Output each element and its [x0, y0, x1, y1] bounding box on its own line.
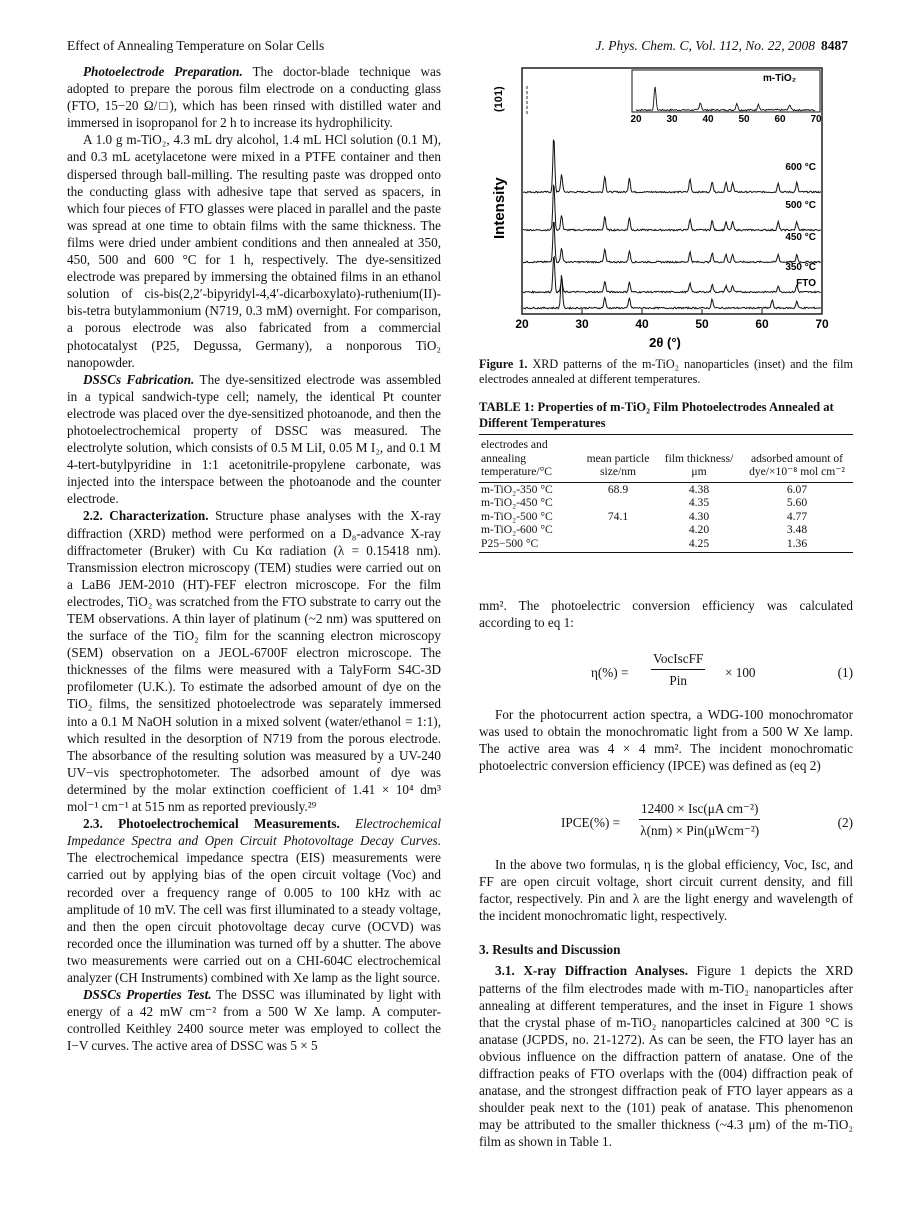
table-1 [479, 434, 853, 553]
table-row [479, 537, 853, 553]
eq2-denominator: λ(nm) × Pin(μWcm⁻²) [640, 823, 760, 839]
table-cell: m-TiO₂-450 °C [481, 496, 553, 509]
y-axis-label: Intensity [491, 177, 508, 239]
inset-tick-labels [630, 114, 822, 125]
eq2-lhs: IPCE(%) = [561, 815, 621, 830]
left-column [67, 63, 441, 1054]
table-cell [579, 523, 657, 537]
eq2-fraction [639, 800, 760, 839]
inset-tick-label: 20 [630, 114, 642, 125]
eq1-number: (1) [837, 665, 853, 680]
table-cell: 5.60 [786, 496, 808, 509]
text-eis: The electrochemical impedance spectra (EIS) measurements were carried out by applying bias of the open circuit voltage (Voc) and recorded over a frequency range of 0.005 to 100 kHz with ac amplitude of 10 mV. The cell was first illuminated to a steady voltage, and then the open circuit photovoltage decay curve (OCVD) was recorded once the illumination was turned off by a shutter. The above two measurements were carried out on a CHI-604C electrochemical analyzer (CH Instruments) combined with Xe lamp as the light source. [67, 850, 441, 985]
paragraph-characterization [67, 507, 441, 815]
equation-1 [479, 650, 853, 696]
equation-2 [479, 800, 853, 846]
paragraph-properties-test [67, 986, 441, 1054]
x-axis-label: 2θ (°) [649, 335, 681, 350]
runin-xrd: 3.1. X-ray Diffraction Analyses. [495, 963, 688, 979]
text-dssc-fabrication: The dye-sensitized electrode was assembled in a typical sandwich-type cell; namely, the identical Pt counter electrode was placed over the dye-sensitized photoanode, and then the photoelectrochemical property of DSSC was measured. The electrolyte solution, which consists of 0.5 M LiI, 0.05 M I₂, and 0.1 M 4-tert-butylpyridine in 1:1 acetonitrile-propylene carbonate, was injected into the interspace between the photoanode and the counter electrode. [67, 371, 441, 507]
right-column-cont [479, 597, 853, 631]
x-tick-label: 70 [815, 317, 829, 331]
table-cell [579, 496, 657, 510]
page-number: 8487 [821, 38, 848, 53]
table-header-electrodes: electrodes and annealing temperature/°C [479, 435, 579, 483]
xrd-traces [523, 140, 821, 308]
trace-label: 450 °C [785, 232, 816, 243]
inset-tick-label: 30 [666, 114, 678, 125]
table-cell: m-TiO₂-600 °C [481, 523, 553, 536]
table-cell: 68.9 [607, 482, 629, 496]
paragraph-xrd [479, 962, 853, 1150]
paragraph-ipce: For the photocurrent action spectra, a WDG-100 monochromator was used to obtain the monochromatic light from a 500 W Xe lamp. The active area was 4 × 4 mm². The incident monochromatic photoelectric conversion efficiency (IPCE) was defined as (eq 2) [479, 707, 853, 774]
paragraph-paste: A 1.0 g m-TiO₂, 4.3 mL dry alcohol, 1.4 mL HCl solution (0.1 M), and 0.3 mL acetylacetone were mixed in a PTFE container and then dispersed through ball-milling. The resulting paste was dropped onto the conducting glass with adhesive tape that served as spacers, in which four pieces of FTO glasses were placed in parallel and the paste was spread at one time to obtain films with the same thickness. The films were dried under ambient conditions and then annealed at 350, 450, 500 and 600 °C for 1 h, respectively. The dye-sensitized electrode was prepared by immersing the obtained films in an ethanol solution of cis-bis(2,2′-bipyridyl-4,4′-dicarboxylato)-ruthenium(II)-bis-tetra butylammonium (N719, 0.3 mM) overnight. For comparison, a porous electrode was also fabricated from a commercial photocatalyst (P25, Degussa, Germany), a nonporous TiO₂ nanopowder. [67, 132, 441, 370]
table-cell: 4.38 [688, 482, 710, 496]
runin-dssc-fabrication: DSSCs Fabrication. [83, 371, 195, 387]
table-cell: 4.20 [688, 523, 710, 536]
section-heading-results: 3. Results and Discussion [479, 942, 621, 958]
table-header-film-thickness: film thickness/ μm [657, 435, 741, 483]
plot-frame [522, 68, 822, 314]
trace-label: 500 °C [785, 200, 816, 211]
table-cell: 74.1 [607, 509, 629, 523]
x-tick-label: 50 [695, 317, 709, 331]
inset-tick-label: 70 [810, 114, 822, 125]
inset-label: m-TiO₂ [763, 73, 797, 84]
table-cell [579, 537, 657, 553]
eq1-rhs: × 100 [725, 665, 756, 680]
x-tick-label: 60 [755, 317, 769, 331]
running-header-journal [596, 37, 849, 54]
table-cell: 3.48 [786, 523, 808, 536]
running-header-title: Effect of Annealing Temperature on Solar Cells [67, 38, 325, 53]
table-row [479, 523, 853, 537]
table-cell: m-TiO₂-350 °C [481, 482, 553, 496]
table-header-adsorbed-dye: adsorbed amount of dye/×10⁻⁸ mol cm⁻² [741, 435, 853, 483]
journal-citation: J. Phys. Chem. C, Vol. 112, No. 22, 2008 [595, 38, 815, 53]
table-cell: 4.77 [786, 509, 808, 523]
eq1-fraction [651, 650, 705, 689]
eq2-numerator: 12400 × Isc(μA cm⁻²) [639, 800, 760, 820]
paragraph-photoelectrode [67, 63, 441, 131]
table-title: TABLE 1: Properties of m-TiO₂ Film Photoelectrodes Annealed at Different Temperatures [479, 400, 834, 430]
inset-tick-label: 50 [738, 114, 750, 125]
paragraph-dssc-fabrication [67, 371, 441, 508]
table-row [479, 482, 853, 496]
runin-characterization: 2.2. Characterization. [83, 508, 209, 524]
figure-caption-text: XRD patterns of the m-TiO₂ nanoparticles (inset) and the film electrodes annealed at different temperatures. [479, 357, 853, 386]
peak-101-label: (101) [493, 86, 505, 112]
table-header-particle-size: mean particle size/nm [579, 435, 657, 483]
paragraph-mm2-cont: mm². The photoelectric conversion efficiency was calculated according to eq 1: [479, 598, 853, 631]
xrd-trace [523, 140, 821, 193]
eq1-lhs: η(%) = [591, 665, 629, 680]
trace-label: 600 °C [785, 162, 816, 173]
trace-labels [785, 162, 816, 289]
trace-label: 350 °C [785, 262, 816, 273]
table-cell: P25−500 °C [479, 537, 579, 553]
right-column-ipce [479, 706, 853, 774]
table-cell: 6.07 [786, 482, 808, 496]
x-tick-label: 40 [635, 317, 649, 331]
text-photoelectrode: The doctor-blade technique was adopted to prepare the porous film electrode on a conducting glass (FTO, 15−20 Ω/□), which has been rinsed with distilled water and immersed in isopropanol for 2 h to increase its hydrophilicity. [67, 64, 441, 131]
runin-photoelectrode: Photoelectrode Preparation. [83, 64, 243, 79]
eq1-denominator: Pin [669, 673, 687, 689]
figure-1-xrd [490, 64, 840, 354]
inset-trace [636, 87, 815, 111]
runin-properties-test: DSSCs Properties Test. [83, 987, 212, 1003]
x-tick-label: 20 [515, 317, 529, 331]
table-cell: 4.30 [688, 509, 710, 523]
trace-label: FTO [796, 278, 816, 289]
x-tick-label: 30 [575, 317, 589, 331]
table-cell: m-TiO₂-500 °C [481, 509, 553, 523]
text-properties-test: The DSSC was illuminated by light with energy of a 42 mW cm⁻² from a 500 W Xe lamp. A computer-controlled Keithley 2400 source meter was employed to collect the I−V curves. The active area of DSSC was 5 × 5 [67, 987, 441, 1054]
inset-tick-label: 60 [774, 114, 786, 125]
subhead-eis: Electrochemical Impedance Spectra and Open Circuit Photovoltage Decay Curves. [67, 816, 442, 849]
table-row [479, 496, 853, 510]
figure-caption [479, 357, 853, 387]
text-characterization: Structure phase analyses with the X-ray diffraction (XRD) method were performed on a D₈-advance X-ray diffractometer (Bruker) with Cu Kα radiation (λ = 0.15418 nm). Transmission electron microscopy (TEM) studies were carried out on a LaB6 JEM-2010 (HT)-FEF electron microscope. For the film electrodes, TiO₂ was scratched from the FTO substrate to carry out the TEM observations. A thin layer of platinum (~2 nm) was sputtered on the surface of the TiO₂ film for the scanning electron microscopy (SEM) observation on a JEOL-6700F electron microscope. The thicknesses of the films were measured with a TalyForm S4C-3D profilometer (U.K.). To estimate the adsorbed amount of dye on the TiO₂ films, the sensitized photoelectrode was separately immersed into a 0.1 M NaOH solution in a mixed solvent (water/ethanol = 1:1), which resulted in the desorption of N719 from the porous electrode. The absorbance of the resulting solution was measured by a UV-240 UV−vis spectrophotometer. The adsorbed amount of dye was determined by the molar extinction coefficient of 1.41 × 10⁴ dm³ mol⁻¹ cm⁻¹ at 515 nm as reported previously.²⁹ [67, 508, 441, 815]
eq1-numerator: VocIscFF [651, 650, 705, 670]
table-cell: 4.35 [688, 496, 710, 509]
runin-photoelectrochemical: 2.3. Photoelectrochemical Measurements. [83, 816, 340, 832]
right-column-results [479, 856, 853, 1151]
paragraph-photoelectrochemical [67, 815, 441, 986]
figure-caption-label: Figure 1. [479, 357, 528, 371]
table-cell: 1.36 [741, 537, 853, 553]
x-tick-labels [515, 309, 829, 331]
eq2-number: (2) [837, 815, 853, 830]
table-cell: 4.25 [657, 537, 741, 553]
inset-tick-label: 40 [702, 114, 714, 125]
table-row [479, 510, 853, 524]
text-xrd: Figure 1 depicts the XRD patterns of the film electrodes made with m-TiO₂ nanoparticles after annealing at different temperatures, and the inset in Figure 1 shows that the crystal phase of m-TiO₂ nanoparticles calcined at 300 °C is anatase (JCPDS, no. 21-1272). As can be seen, the FTO layer has an obvious influence on the diffraction pattern of anatase. One of the diffraction peaks of FTO overlaps with the (004) diffraction peak of anatase, and the strongest diffraction peak of FTO layer appears as a shoulder peak next to the (101) peak of anatase. This phenomenon may be attributed to the smaller thickness (~4.3 μm) of the m-TiO₂ film as shown in Table 1. [479, 963, 854, 1150]
xrd-chart [490, 64, 840, 354]
paragraph-formulas: In the above two formulas, η is the global efficiency, Voc, Isc, and FF are open circuit voltage, short circuit current density, and fill factor, respectively. Pin and λ are the light energy and wavelength of the incident monochromatic light, respectively. [479, 857, 853, 924]
